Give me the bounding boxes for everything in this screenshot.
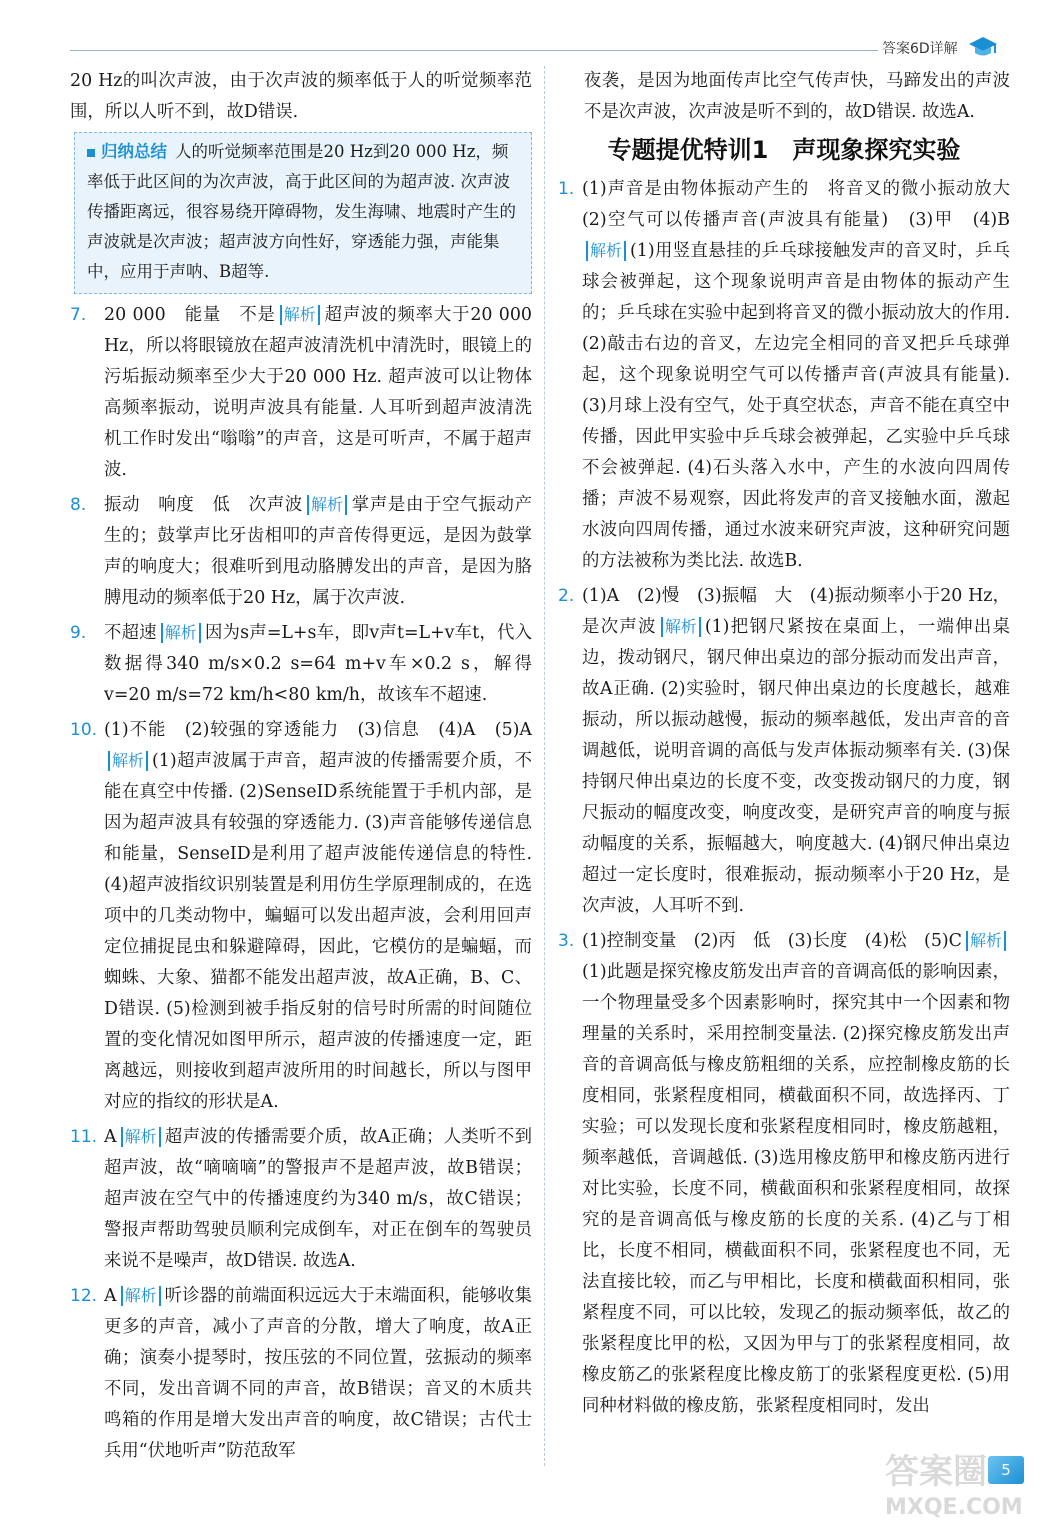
intro-paragraph: 20 Hz的叫次声波，由于次声波的频率低于人的听觉频率范围，所以人听不到，故D错误. xyxy=(70,71,532,122)
item-explanation: (1)超声波属于声音，超声波的传播需要介质，不能在真空中传播. (2)SenseID系统能置于手机内部，是因为超声波具有较强的穿透能力. (3)声音能够传递信息和能量，SenseID是利用了超声波能传递信息的特性. (4)超声波指纹识别装置是利用仿生学原理制成的，在选项中的几类动物中，蝙蝠可以发出超声波，会利用回声定位捕捉昆虫和躲避障碍，因此，它模仿的是蝙蝠，而蜘蛛、大象、猫都不能发出超声波，故A正确，B、C、D错误. (5)检测到被手指反射的信号时所需的时间随位置的变化情况如图甲所示，超声波的传播速度一定，距离越远，则接收到超声波所用的时间越长，所以与图甲对应的指纹的形状是A. xyxy=(104,751,532,1112)
analysis-tag: 解析 xyxy=(280,305,320,325)
answer-item-10 xyxy=(70,715,532,1118)
item-number: 10. xyxy=(70,720,98,740)
answer-item-7 xyxy=(70,300,532,486)
item-number: 11. xyxy=(70,1127,98,1147)
item-answer: A xyxy=(104,1127,117,1147)
item-explanation: (1)用竖直悬挂的乒乓球接触发声的音叉时，乒乓球会被弹起，这个现象说明声音是由物体的振动产生的；乒乓球在实验中起到将音叉的微小振动放大的作用. (2)敲击右边的音叉，左边完全相同的音叉把乒乓球弹起，这个现象说明空气可以传播声音(声波具有能量). (3)月球上没有空气，处于真空状态，声音不能在真空中传播，因此甲实验中乒乓球会被弹起，乙实验中乒乓球不会被弹起. (4)石头落入水中，产生的水波向四周传播；声波不易观察，因此将发声的音叉接触水面，激起水波向四周传播，通过水波来研究声波，这种研究问题的方法被称为类比法. 故选B. xyxy=(582,241,1010,571)
analysis-tag: 解析 xyxy=(586,241,626,261)
analysis-tag: 解析 xyxy=(108,751,148,771)
item-explanation: 掌声是由于空气振动产生的；鼓掌声比牙齿相叩的声音传得更远，是因为鼓掌声的响度大；很难听到甩动胳膊发出的声音，是因为胳膊甩动的频率低于20 Hz，属于次声波. xyxy=(104,495,532,608)
watermark-main: 答案圈 xyxy=(885,1452,987,1492)
header-rule xyxy=(70,50,950,51)
item-number: 8. xyxy=(70,495,87,515)
item-explanation: (1)此题是探究橡皮筋发出声音的音调高低的影响因素，一个物理量受多个因素影响时，探究其中一个因素和物理量的关系时，采用控制变量法. (2)探究橡皮筋发出声音的音调高低与橡皮筋粗细的关系，应控制橡皮筋的长度相同，张紧程度相同，横截面积不同，故选择丙、丁实验；可以发现长度和张紧程度相同时，橡皮筋越粗，频率越低，音调越低. (3)选用橡皮筋甲和橡皮筋丙进行对比实验，长度不同，横截面积和张紧程度相同，故探究的是音调高低与橡皮筋的长度的关系. (4)乙与丁相比，长度不相同，横截面积不同，张紧程度也不同，无法直接比较，而乙与甲相比，长度和横截面积相同，张紧程度不同，可以比较，发现乙的振动频率低，故乙的张紧程度比甲的松，又因为甲与丁的张紧程度相同，故橡皮筋乙的张紧程度比橡皮筋丁的张紧程度更松. (5)用同种材料做的橡皮筋，张紧程度相同时，发出 xyxy=(582,962,1010,1416)
continuation-paragraph: 夜袭，是因为地面传声比空气传声快，马蹄发出的声波不是次声波，次声波是听不到的，故D错误. 故选A. xyxy=(584,71,1010,122)
item-answer: (1)不能 (2)较强的穿透能力 (3)信息 (4)A (5)A xyxy=(104,720,532,740)
item-answer: (1)控制变量 (2)丙 低 (3)长度 (4)松 (5)C xyxy=(582,931,962,951)
right-column xyxy=(558,66,1028,1422)
item-explanation: (1)把钢尺紧按在桌面上，一端伸出桌边，拨动钢尺，钢尺伸出桌边的部分振动而发出声音，故A正确. (2)实验时，钢尺伸出桌边的长度越长，越难振动，所以振动越慢，振动的频率越低，发出声音的音调越低，说明音调的高低与发声体振动频率有关. (3)保持钢尺伸出桌边的长度不变，改变拨动钢尺的力度，钢尺振动的幅度改变，响度改变，是研究声音的响度与振动幅度的关系，振幅越大，响度越大. (4)钢尺伸出桌边超过一定长度时，很难振动，振动频率小于20 Hz，是次声波，人耳听不到. xyxy=(582,617,1010,916)
item-answer: 振动 响度 低 次声波 xyxy=(104,495,304,515)
item-number: 12. xyxy=(70,1286,98,1306)
item-answer: (1)声音是由物体振动产生的 将音叉的微小振动放大 (2)空气可以传播声音(声波具有能量) (3)甲 (4)B xyxy=(582,179,1028,230)
column-divider xyxy=(544,66,545,1466)
left-column xyxy=(70,66,532,1467)
watermark-sub: MXQE.COM xyxy=(885,1495,1023,1520)
analysis-tag: 解析 xyxy=(121,1286,161,1306)
item-answer: (1)A (2)慢 (3)振幅 大 (4)振动频率小于20 Hz，是次声波 xyxy=(582,586,1010,637)
item-number: 2. xyxy=(558,586,575,606)
page-number: 5 xyxy=(988,1456,1024,1484)
header-label: 答案6D详解 xyxy=(878,38,962,58)
item-explanation: 听诊器的前端面积远远大于末端面积，能够收集更多的声音，减小了声音的分散，增大了响度，故A正确；演奏小提琴时，按压弦的不同位置，弦振动的频率不同，发出音调不同的声音，故B错误；音叉的木质共鸣箱的作用是增大发出声音的响度，故C错误；古代士兵用“伏地听声”防范敌军 xyxy=(104,1286,532,1461)
graduation-cap-icon xyxy=(968,34,998,60)
section-title: 专题提优特训1 声现象探究实验 xyxy=(607,136,961,164)
summary-text: 人的听觉频率范围是20 Hz到20 000 Hz，频率低于此区间的为次声波，高于此区间的为超声波. 次声波传播距离远，很容易绕开障碍物，发生海啸、地震时产生的声波就是次声波；超声波方向性好，穿透能力强，声能集中，应用于声呐、B超等. xyxy=(87,142,516,281)
item-answer: 20 000 能量 不是 xyxy=(104,305,276,325)
item-explanation: 超声波的传播需要介质，故A正确；人类听不到超声波，故“嘀嘀嘀”的警报声不是超声波，故B错误；超声波在空气中的传播速度约为340 m/s，故C错误；警报声帮助驾驶员顺利完成倒车，对正在倒车的驾驶员来说不是噪声，故D错误. 故选A. xyxy=(104,1127,532,1271)
answer-item-11 xyxy=(70,1122,532,1277)
item-explanation: 因为s声=L+s车，即v声t=L+v车t，代入数据得340 m/s×0.2 s=64 m+v车×0.2 s，解得v=20 m/s=72 km/h<80 km/h，故该车不超速. xyxy=(104,623,532,705)
analysis-tag: 解析 xyxy=(966,931,1006,951)
answer-item-9 xyxy=(70,618,532,711)
analysis-tag: 解析 xyxy=(661,617,701,637)
answer-item-12 xyxy=(70,1281,532,1467)
experiment-item-3 xyxy=(558,926,1010,1422)
item-number: 1. xyxy=(558,179,575,199)
experiment-item-2 xyxy=(558,581,1010,922)
analysis-tag: 解析 xyxy=(161,623,201,643)
analysis-tag: 解析 xyxy=(121,1127,161,1147)
item-explanation: 超声波的频率大于20 000 Hz，所以将眼镜放在超声波清洗机中清洗时，眼镜上的污垢振动频率至少大于20 000 Hz. 超声波可以让物体高频率振动，说明声波具有能量. 人耳听到超声波清洗机工作时发出“嗡嗡”的声音，这是可听声，不属于超声波. xyxy=(104,305,532,480)
summary-title: 归纳总结 xyxy=(87,137,167,167)
analysis-tag: 解析 xyxy=(307,495,347,515)
item-number: 9. xyxy=(70,623,87,643)
item-number: 7. xyxy=(70,305,87,325)
summary-box xyxy=(74,132,532,294)
experiment-item-1 xyxy=(558,174,1028,577)
item-answer: A xyxy=(104,1286,117,1306)
item-answer: 不超速 xyxy=(104,623,157,643)
answer-item-8 xyxy=(70,490,532,614)
item-number: 3. xyxy=(558,931,575,951)
